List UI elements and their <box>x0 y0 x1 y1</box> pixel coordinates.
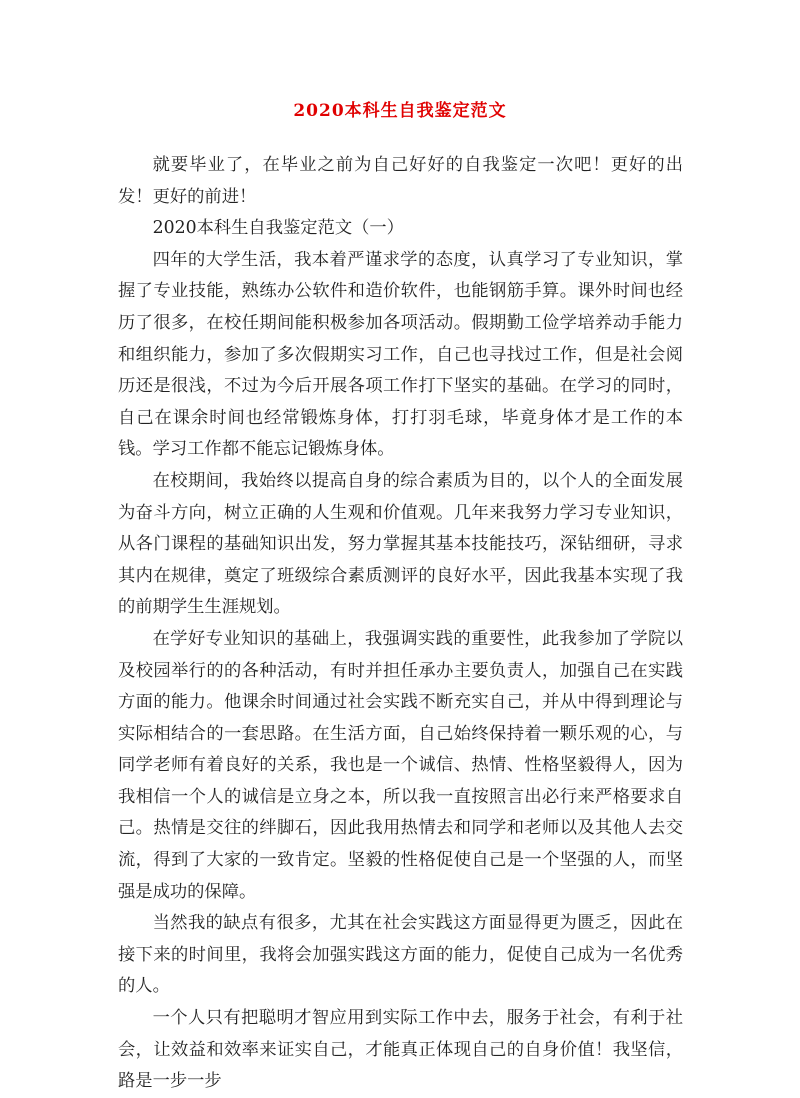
body-paragraph: 一个人只有把聪明才智应用到实际工作中去，服务于社会，有利于社会，让效益和效率来证实自己，才能真正体现自己的自身价值！我坚信，路是一步一步 <box>118 1008 683 1092</box>
section-heading: 2020本科生自我鉴定范文（一） <box>152 218 404 239</box>
intro-paragraph: 就要毕业了，在毕业之前为自己好好的自我鉴定一次吧！更好的出发！更好的前进！ <box>118 155 683 207</box>
body-paragraph: 在学好专业知识的基础上，我强调实践的重要性，此我参加了学院以及校园举行的的各种活动，有时并担任承办主要负责人，加强自己在实践方面的能力。他课余时间通过社会实践不断充实自己，并从中得到理论与实际相结合的一套思路。在生活方面，自己始终保持着一颗乐观的心，与同学老师有着良好的关系，我也是一个诚信、热情、性格坚毅得人，因为我相信一个人的诚信是立身之本，所以我一直按照言出必行来严格要求自己。热情是交往的绊脚石，因此我用热情去和同学和老师以及其他人去交流，得到了大家的一致肯定。坚毅的性格促使自己是一个坚强的人，而坚强是成功的保障。 <box>118 628 683 902</box>
document-title: 2020本科生自我鉴定范文 <box>293 101 507 121</box>
document-body <box>118 150 683 1098</box>
body-paragraph: 当然我的缺点有很多，尤其在社会实践这方面显得更为匮乏，因此在接下来的时间里，我将会加强实践这方面的能力，促使自己成为一名优秀的人。 <box>118 913 683 997</box>
body-paragraph: 四年的大学生活，我本着严谨求学的态度，认真学习了专业知识，掌握了专业技能，熟练办公软件和造价软件，也能钢筋手算。课外时间也经历了很多，在校任期间能积极参加各项活动。假期勤工俭学培养动手能力和组织能力，参加了多次假期实习工作，自己也寻找过工作，但是社会阅历还是很浅，不过为今后开展各项工作打下坚实的基础。在学习的同时，自己在课余时间也经常锻炼身体，打打羽毛球，毕竟身体才是工作的本钱。学习工作都不能忘记锻炼身体。 <box>118 249 683 460</box>
body-paragraph: 在校期间，我始终以提高自身的综合素质为目的，以个人的全面发展为奋斗方向，树立正确的人生观和价值观。几年来我努力学习专业知识，从各门课程的基础知识出发，努力掌握其基本技能技巧，深钻细研，寻求其内在规律，奠定了班级综合素质测评的良好水平，因此我基本实现了我的前期学生生涯规划。 <box>118 470 683 618</box>
